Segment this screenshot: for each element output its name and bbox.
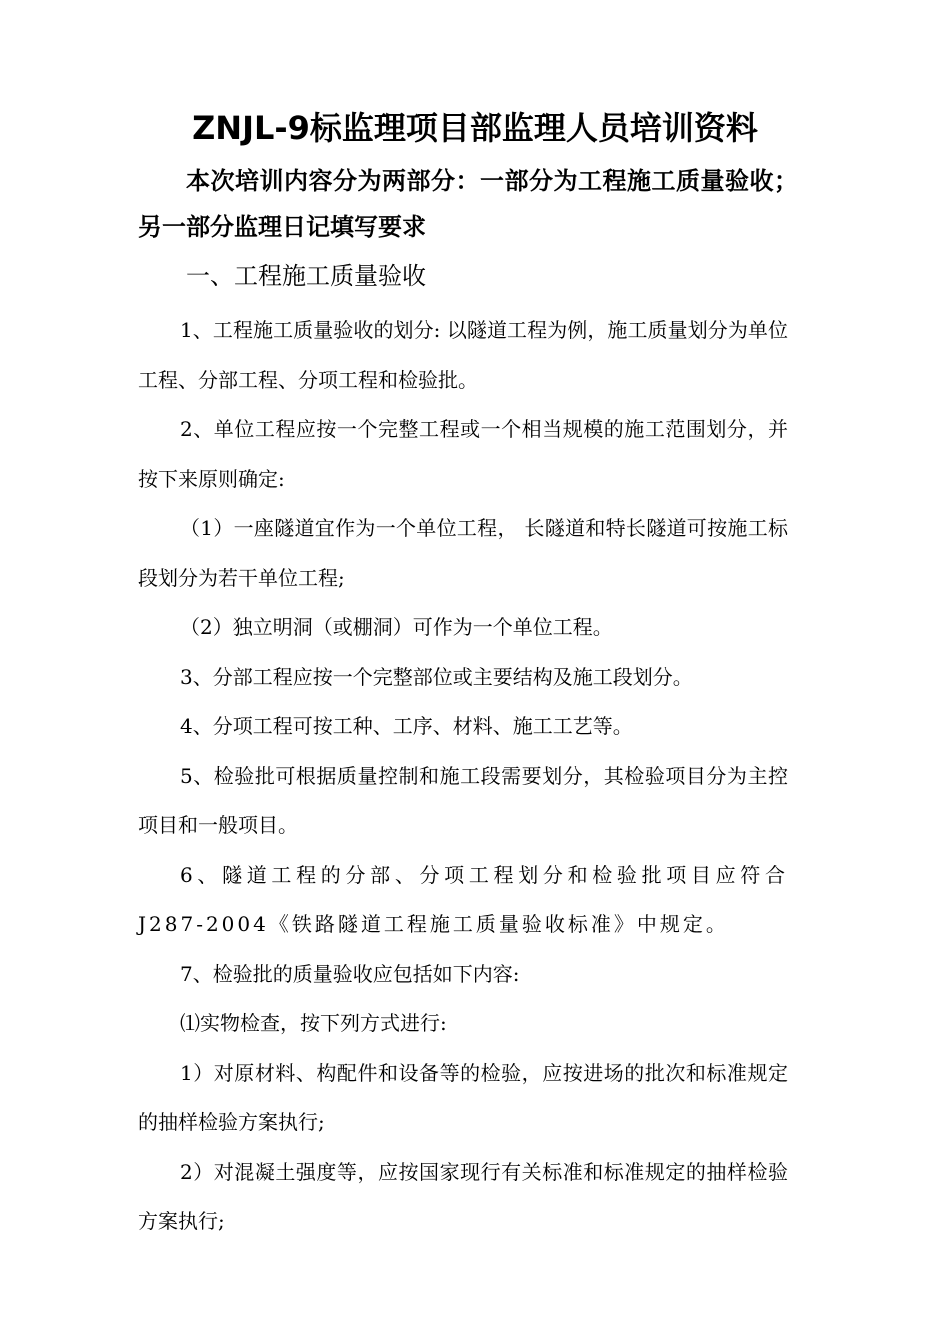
paragraph: 5、检验批可根据质量控制和施工段需要划分，其检验项目分为主控项目和一般项目。 — [138, 763, 788, 837]
intro-paragraph: 本次培训内容分为两部分：一部分为工程施工质量验收；另一部分监理日记填写要求 — [138, 167, 798, 241]
document-title: ZNJL-9标监理项目部监理人员培训资料 — [192, 109, 758, 147]
paragraph: 6、隧道工程的分部、分项工程划分和检验批项目应符合J287-2004《铁路隧道工程施工质量验收标准》中规定。 — [138, 862, 788, 936]
paragraph: （1）一座隧道宜作为一个单位工程， 长隧道和特长隧道可按施工标段划分为若干单位工程; — [138, 516, 788, 590]
document-body — [138, 306, 788, 1247]
paragraph: 7、检验批的质量验收应包括如下内容: — [180, 961, 520, 986]
section-heading: 一、工程施工质量验收 — [186, 262, 426, 290]
paragraph: 4、分项工程可按工种、工序、材料、施工工艺等。 — [180, 714, 633, 738]
paragraph: 3、分部工程应按一个完整部位或主要结构及施工段划分。 — [180, 664, 693, 689]
paragraph: 1、工程施工质量验收的划分: 以隧道工程为例，施工质量划分为单位工程、分部工程、分项工程和检验批。 — [138, 318, 788, 392]
paragraph: ⑴实物检查，按下列方式进行: — [180, 1011, 447, 1035]
paragraph: （2）独立明洞（或棚洞）可作为一个单位工程。 — [180, 615, 613, 639]
paragraph: 2、单位工程应按一个完整工程或一个相当规模的施工范围划分，并按下来原则确定: — [138, 417, 788, 491]
paragraph: 2）对混凝土强度等，应按国家现行有关标准和标准规定的抽样检验方案执行; — [138, 1159, 788, 1233]
paragraph: 1）对原材料、构配件和设备等的检验，应按进场的批次和标准规定的抽样检验方案执行; — [138, 1060, 788, 1134]
